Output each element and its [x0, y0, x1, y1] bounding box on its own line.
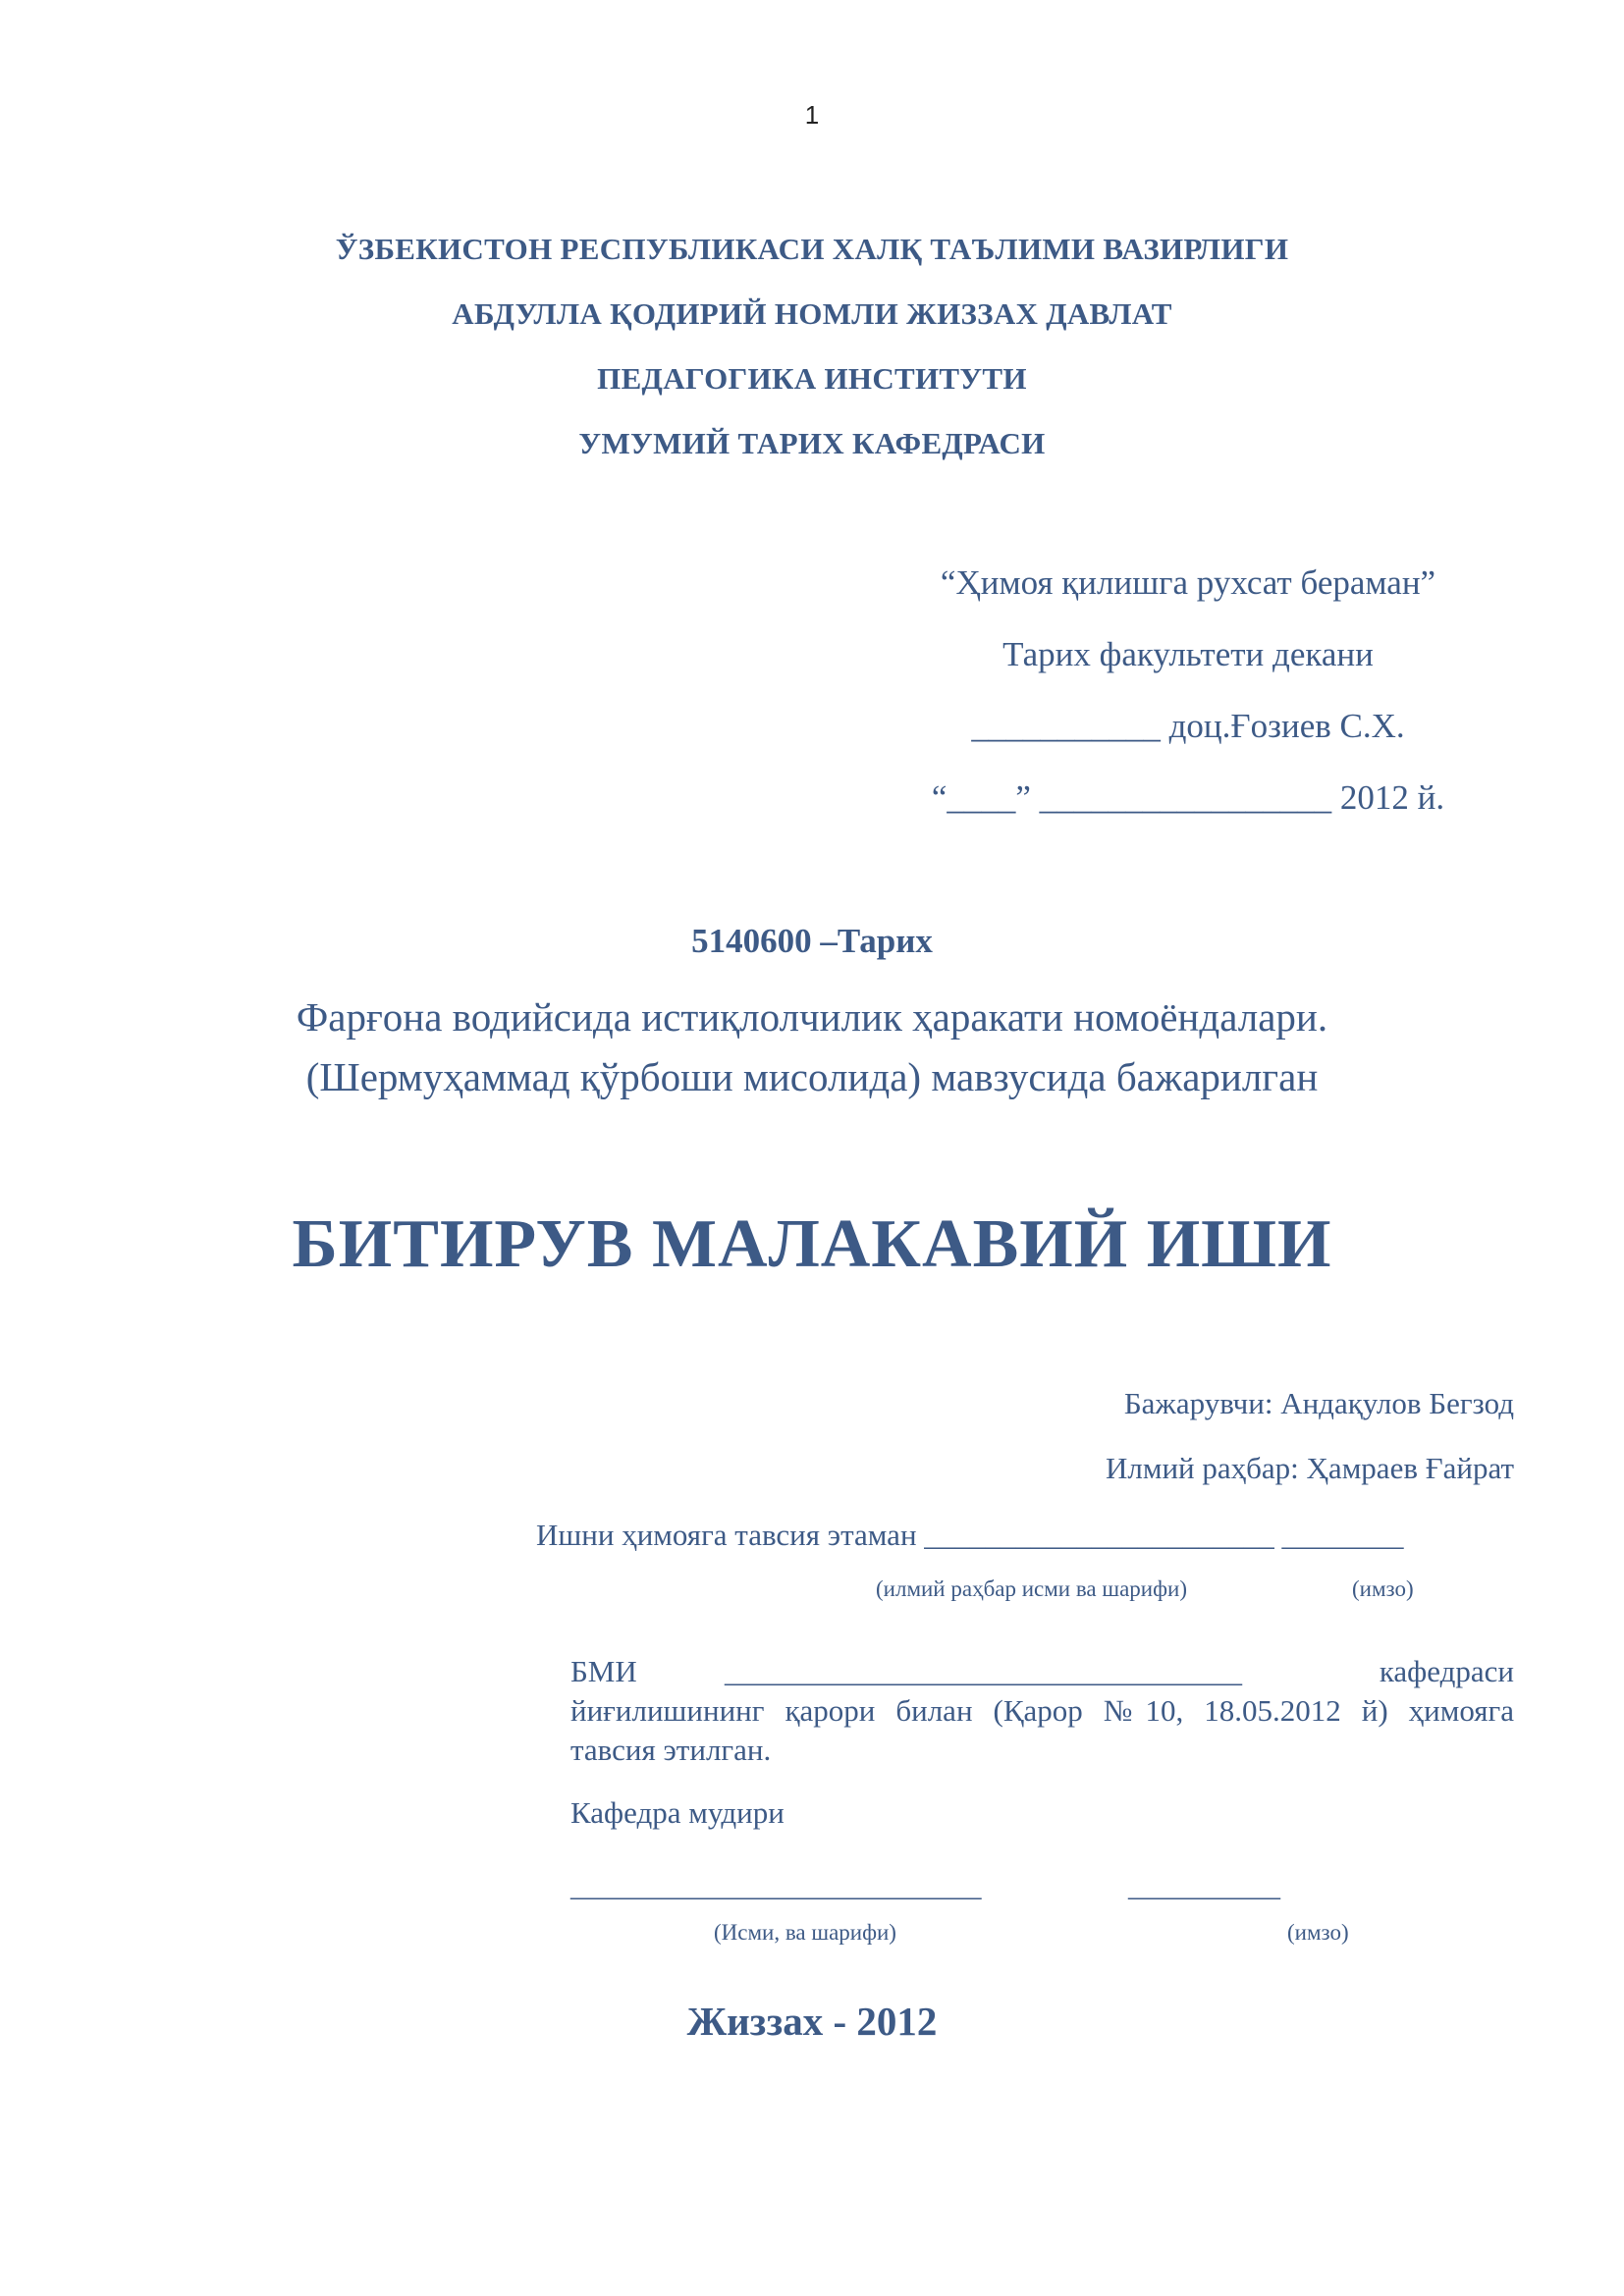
- ministry-header-line-1: ЎЗБЕКИСТОН РЕСПУБЛИКАСИ ХАЛҚ ТАЪЛИМИ ВАЗИРЛИГИ: [335, 232, 1289, 266]
- document-title: БИТИРУВ МАЛАКАВИЙ ИШИ: [292, 1206, 1332, 1282]
- recommend-line: Ишни ҳимояга тавсия этаман _______________________ ________: [536, 1518, 1404, 1552]
- bmi-department-blank: __________________________________: [725, 1654, 1242, 1688]
- approval-line-4: “____” _________________ 2012 й.: [931, 778, 1445, 817]
- city-year: Жиззах - 2012: [686, 1999, 938, 2044]
- bmi-line-2: йиғилишининг қарори билан (Қарор №10, 18.05.2012 й) ҳимояга: [570, 1693, 1514, 1728]
- bmi-line-1: [570, 1652, 1514, 1691]
- topic-line-2: (Шермуҳаммад қўрбоши мисолида) мавзусида бажарилган: [305, 1054, 1319, 1099]
- bmi-paragraph: [570, 1652, 1514, 1770]
- head-caption-sign: (имзо): [1287, 1920, 1349, 1945]
- page-number: 1: [804, 100, 820, 130]
- recommend-caption-name: (илмий раҳбар исми ва шарифи): [876, 1576, 1187, 1601]
- department-name: УМУМИЙ ТАРИХ КАФЕДРАСИ: [578, 426, 1046, 460]
- topic-line-1: Фарғона водийсида истиқлолчилик ҳаракати номоёндалари.: [296, 994, 1328, 1040]
- approval-line-1: “Ҳимоя қилишга рухсат бераман”: [940, 563, 1436, 602]
- head-of-department-label: Кафедра мудири: [570, 1795, 785, 1830]
- approval-line-2: Тарих факультети декани: [1002, 635, 1374, 673]
- head-caption-name: (Исми, ва шарифи): [714, 1920, 896, 1945]
- ministry-header-line-2: АБДУЛЛА ҚОДИРИЙ НОМЛИ ЖИЗЗАХ ДАВЛАТ: [452, 296, 1172, 331]
- specialty-code: 5140600 –Тарих: [691, 922, 933, 960]
- performer: Бажарувчи: Андақулов Бегзод: [1123, 1386, 1514, 1420]
- head-name-blank: ___________________________: [570, 1868, 982, 1902]
- recommend-caption-sign: (имзо): [1352, 1576, 1414, 1601]
- approval-line-3: ___________ доц.Ғозиев С.Х.: [971, 707, 1405, 745]
- head-sign-blank: __________: [1128, 1868, 1280, 1902]
- bmi-department-word: кафедраси: [1379, 1654, 1514, 1688]
- supervisor: Илмий раҳбар: Ҳамраев Ғайрат: [1105, 1451, 1514, 1485]
- bmi-label: БМИ: [570, 1654, 637, 1688]
- ministry-header-line-3: ПЕДАГОГИКА ИНСТИТУТИ: [597, 361, 1027, 396]
- bmi-line-3: тавсия этилган.: [570, 1733, 772, 1767]
